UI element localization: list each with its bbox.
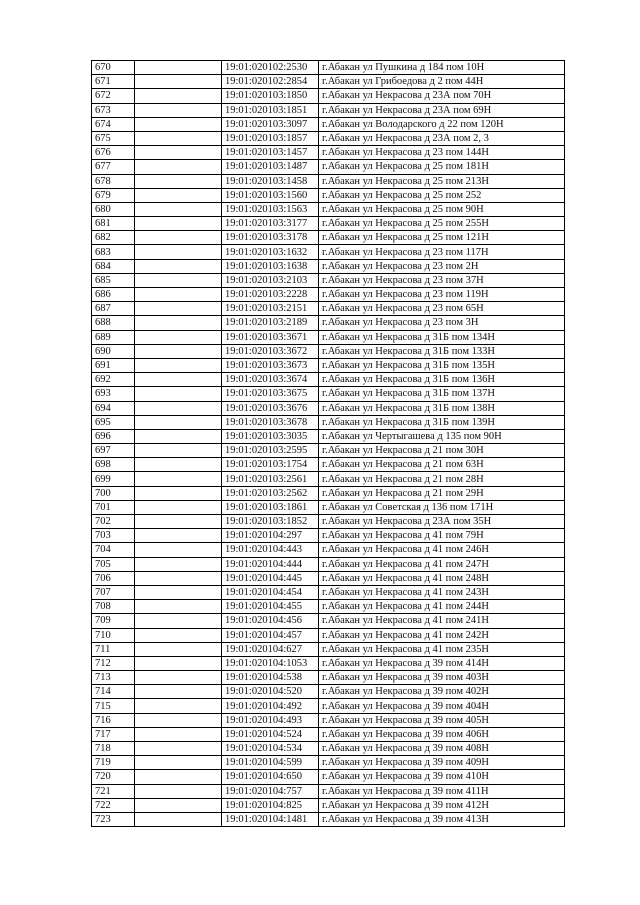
empty-cell xyxy=(135,656,222,670)
cadastral-number: 19:01:020104:456 xyxy=(222,614,319,628)
empty-cell xyxy=(135,231,222,245)
cadastral-number: 19:01:020104:534 xyxy=(222,742,319,756)
row-number: 710 xyxy=(92,628,135,642)
row-number: 709 xyxy=(92,614,135,628)
table-row xyxy=(92,628,565,642)
empty-cell xyxy=(135,117,222,131)
address: г.Абакан ул Некрасова д 25 пом 213Н xyxy=(319,174,565,188)
empty-cell xyxy=(135,245,222,259)
row-number: 688 xyxy=(92,316,135,330)
address: г.Абакан ул Некрасова д 25 пом 255Н xyxy=(319,217,565,231)
table-row xyxy=(92,699,565,713)
table-row xyxy=(92,117,565,131)
row-number: 722 xyxy=(92,798,135,812)
row-number: 715 xyxy=(92,699,135,713)
row-number: 674 xyxy=(92,117,135,131)
row-number: 705 xyxy=(92,557,135,571)
empty-cell xyxy=(135,373,222,387)
empty-cell xyxy=(135,784,222,798)
empty-cell xyxy=(135,770,222,784)
cadastral-number: 19:01:020103:3678 xyxy=(222,415,319,429)
table-row xyxy=(92,600,565,614)
table-row xyxy=(92,330,565,344)
empty-cell xyxy=(135,75,222,89)
address: г.Абакан ул Некрасова д 23 пом 3Н xyxy=(319,316,565,330)
table-row xyxy=(92,160,565,174)
empty-cell xyxy=(135,628,222,642)
row-number: 687 xyxy=(92,302,135,316)
empty-cell xyxy=(135,217,222,231)
empty-cell xyxy=(135,387,222,401)
address: г.Абакан ул Некрасова д 23А пом 70Н xyxy=(319,89,565,103)
empty-cell xyxy=(135,273,222,287)
cadastral-number: 19:01:020103:1458 xyxy=(222,174,319,188)
cadastral-number: 19:01:020103:1487 xyxy=(222,160,319,174)
empty-cell xyxy=(135,188,222,202)
table-row xyxy=(92,742,565,756)
table-row xyxy=(92,302,565,316)
table-row xyxy=(92,458,565,472)
empty-cell xyxy=(135,444,222,458)
row-number: 690 xyxy=(92,344,135,358)
row-number: 675 xyxy=(92,131,135,145)
address: г.Абакан ул Некрасова д 39 пом 411Н xyxy=(319,784,565,798)
empty-cell xyxy=(135,89,222,103)
table-row xyxy=(92,188,565,202)
address: г.Абакан ул Некрасова д 23А пом 35Н xyxy=(319,515,565,529)
row-number: 670 xyxy=(92,61,135,75)
row-number: 685 xyxy=(92,273,135,287)
table-row xyxy=(92,131,565,145)
table-row xyxy=(92,770,565,784)
row-number: 702 xyxy=(92,515,135,529)
table-row xyxy=(92,656,565,670)
address: г.Абакан ул Некрасова д 21 пом 29Н xyxy=(319,486,565,500)
address: г.Абакан ул Некрасова д 23А пом 69Н xyxy=(319,103,565,117)
table-row xyxy=(92,529,565,543)
cadastral-number: 19:01:020103:3178 xyxy=(222,231,319,245)
table-row xyxy=(92,500,565,514)
empty-cell xyxy=(135,742,222,756)
address: г.Абакан ул Некрасова д 41 пом 235Н xyxy=(319,642,565,656)
cadastral-number: 19:01:020103:1632 xyxy=(222,245,319,259)
cadastral-number: 19:01:020104:445 xyxy=(222,571,319,585)
address: г.Абакан ул Некрасова д 21 пом 28Н xyxy=(319,472,565,486)
empty-cell xyxy=(135,614,222,628)
cadastral-number: 19:01:020103:1560 xyxy=(222,188,319,202)
row-number: 695 xyxy=(92,415,135,429)
empty-cell xyxy=(135,713,222,727)
empty-cell xyxy=(135,146,222,160)
cadastral-number: 19:01:020104:492 xyxy=(222,699,319,713)
cadastral-number: 19:01:020103:3671 xyxy=(222,330,319,344)
table-row xyxy=(92,713,565,727)
empty-cell xyxy=(135,174,222,188)
empty-cell xyxy=(135,103,222,117)
empty-cell xyxy=(135,160,222,174)
address: г.Абакан ул Некрасова д 23 пом 65Н xyxy=(319,302,565,316)
cadastral-number: 19:01:020104:444 xyxy=(222,557,319,571)
empty-cell xyxy=(135,798,222,812)
cadastral-number: 19:01:020103:3675 xyxy=(222,387,319,401)
row-number: 672 xyxy=(92,89,135,103)
table-row xyxy=(92,89,565,103)
row-number: 691 xyxy=(92,358,135,372)
cadastral-number: 19:01:020103:2561 xyxy=(222,472,319,486)
table-row xyxy=(92,798,565,812)
address: г.Абакан ул Некрасова д 31Б пом 138Н xyxy=(319,401,565,415)
table-row xyxy=(92,812,565,826)
empty-cell xyxy=(135,642,222,656)
address: г.Абакан ул Некрасова д 31Б пом 133Н xyxy=(319,344,565,358)
cadastral-number: 19:01:020102:2854 xyxy=(222,75,319,89)
row-number: 684 xyxy=(92,259,135,273)
empty-cell xyxy=(135,316,222,330)
row-number: 696 xyxy=(92,429,135,443)
empty-cell xyxy=(135,259,222,273)
address: г.Абакан ул Некрасова д 39 пом 412Н xyxy=(319,798,565,812)
cadastral-number: 19:01:020103:3177 xyxy=(222,217,319,231)
empty-cell xyxy=(135,330,222,344)
table-row xyxy=(92,358,565,372)
row-number: 683 xyxy=(92,245,135,259)
row-number: 686 xyxy=(92,288,135,302)
cadastral-number: 19:01:020103:1857 xyxy=(222,131,319,145)
table-row xyxy=(92,288,565,302)
cadastral-number: 19:01:020103:1850 xyxy=(222,89,319,103)
row-number: 692 xyxy=(92,373,135,387)
empty-cell xyxy=(135,472,222,486)
empty-cell xyxy=(135,344,222,358)
cadastral-number: 19:01:020104:757 xyxy=(222,784,319,798)
table-row xyxy=(92,259,565,273)
address: г.Абакан ул Некрасова д 41 пом 241Н xyxy=(319,614,565,628)
cadastral-number: 19:01:020104:524 xyxy=(222,727,319,741)
empty-cell xyxy=(135,699,222,713)
address: г.Абакан ул Некрасова д 39 пом 410Н xyxy=(319,770,565,784)
address: г.Абакан ул Некрасова д 41 пом 244Н xyxy=(319,600,565,614)
row-number: 701 xyxy=(92,500,135,514)
table-row xyxy=(92,614,565,628)
table-row xyxy=(92,543,565,557)
address: г.Абакан ул Некрасова д 41 пом 243Н xyxy=(319,585,565,599)
table-row xyxy=(92,557,565,571)
address: г.Абакан ул Некрасова д 39 пом 402Н xyxy=(319,685,565,699)
cadastral-number: 19:01:020103:3672 xyxy=(222,344,319,358)
cadastral-number: 19:01:020103:2189 xyxy=(222,316,319,330)
empty-cell xyxy=(135,500,222,514)
row-number: 723 xyxy=(92,812,135,826)
address: г.Абакан ул Некрасова д 39 пом 405Н xyxy=(319,713,565,727)
address: г.Абакан ул Некрасова д 23 пом 117Н xyxy=(319,245,565,259)
empty-cell xyxy=(135,458,222,472)
cadastral-number: 19:01:020103:3674 xyxy=(222,373,319,387)
address: г.Абакан ул Некрасова д 25 пом 181Н xyxy=(319,160,565,174)
table-row xyxy=(92,429,565,443)
address: г.Абакан ул Некрасова д 21 пом 63Н xyxy=(319,458,565,472)
row-number: 681 xyxy=(92,217,135,231)
address: г.Абакан ул Некрасова д 21 пом 30Н xyxy=(319,444,565,458)
empty-cell xyxy=(135,202,222,216)
cadastral-number: 19:01:020104:520 xyxy=(222,685,319,699)
cadastral-number: 19:01:020103:2228 xyxy=(222,288,319,302)
row-number: 718 xyxy=(92,742,135,756)
cadastral-number: 19:01:020103:1457 xyxy=(222,146,319,160)
table-row xyxy=(92,373,565,387)
empty-cell xyxy=(135,358,222,372)
row-number: 721 xyxy=(92,784,135,798)
cadastral-number: 19:01:020103:1754 xyxy=(222,458,319,472)
table-row xyxy=(92,245,565,259)
row-number: 700 xyxy=(92,486,135,500)
address: г.Абакан ул Некрасова д 41 пом 242Н xyxy=(319,628,565,642)
table-row xyxy=(92,515,565,529)
row-number: 713 xyxy=(92,671,135,685)
table-row xyxy=(92,486,565,500)
cadastral-number: 19:01:020104:443 xyxy=(222,543,319,557)
cadastral-number: 19:01:020103:1861 xyxy=(222,500,319,514)
cadastral-number: 19:01:020103:2103 xyxy=(222,273,319,287)
empty-cell xyxy=(135,685,222,699)
empty-cell xyxy=(135,486,222,500)
address: г.Абакан ул Некрасова д 31Б пом 135Н xyxy=(319,358,565,372)
cadastral-number: 19:01:020104:538 xyxy=(222,671,319,685)
empty-cell xyxy=(135,61,222,75)
cadastral-number: 19:01:020104:1053 xyxy=(222,656,319,670)
empty-cell xyxy=(135,727,222,741)
table-row xyxy=(92,756,565,770)
address: г.Абакан ул Некрасова д 41 пом 247Н xyxy=(319,557,565,571)
row-number: 678 xyxy=(92,174,135,188)
address: г.Абакан ул Грибоедова д 2 пом 44Н xyxy=(319,75,565,89)
table-row xyxy=(92,387,565,401)
row-number: 708 xyxy=(92,600,135,614)
cadastral-number: 19:01:020104:1481 xyxy=(222,812,319,826)
table-row xyxy=(92,273,565,287)
empty-cell xyxy=(135,812,222,826)
empty-cell xyxy=(135,571,222,585)
empty-cell xyxy=(135,515,222,529)
row-number: 716 xyxy=(92,713,135,727)
table-row xyxy=(92,671,565,685)
table-row xyxy=(92,174,565,188)
table-row xyxy=(92,202,565,216)
empty-cell xyxy=(135,557,222,571)
table-row xyxy=(92,146,565,160)
row-number: 697 xyxy=(92,444,135,458)
cadastral-number: 19:01:020103:2595 xyxy=(222,444,319,458)
row-number: 720 xyxy=(92,770,135,784)
cadastral-number: 19:01:020102:2530 xyxy=(222,61,319,75)
empty-cell xyxy=(135,288,222,302)
row-number: 671 xyxy=(92,75,135,89)
table-row xyxy=(92,61,565,75)
cadastral-number: 19:01:020103:3673 xyxy=(222,358,319,372)
empty-cell xyxy=(135,302,222,316)
empty-cell xyxy=(135,415,222,429)
cadastral-number: 19:01:020104:457 xyxy=(222,628,319,642)
cadastral-number: 19:01:020104:493 xyxy=(222,713,319,727)
address: г.Абакан ул Некрасова д 25 пом 252 xyxy=(319,188,565,202)
property-table xyxy=(91,60,565,827)
cadastral-number: 19:01:020104:825 xyxy=(222,798,319,812)
address: г.Абакан ул Володарского д 22 пом 120Н xyxy=(319,117,565,131)
address: г.Абакан ул Некрасова д 39 пом 414Н xyxy=(319,656,565,670)
address: г.Абакан ул Некрасова д 23А пом 2, 3 xyxy=(319,131,565,145)
table-row xyxy=(92,642,565,656)
table-row xyxy=(92,727,565,741)
address: г.Абакан ул Некрасова д 31Б пом 137Н xyxy=(319,387,565,401)
table-row xyxy=(92,571,565,585)
address: г.Абакан ул Некрасова д 23 пом 37Н xyxy=(319,273,565,287)
row-number: 682 xyxy=(92,231,135,245)
row-number: 676 xyxy=(92,146,135,160)
cadastral-number: 19:01:020104:455 xyxy=(222,600,319,614)
cadastral-number: 19:01:020104:650 xyxy=(222,770,319,784)
address: г.Абакан ул Пушкина д 184 пом 10Н xyxy=(319,61,565,75)
address: г.Абакан ул Некрасова д 39 пом 413Н xyxy=(319,812,565,826)
table-row xyxy=(92,75,565,89)
empty-cell xyxy=(135,529,222,543)
empty-cell xyxy=(135,401,222,415)
row-number: 693 xyxy=(92,387,135,401)
address: г.Абакан ул Некрасова д 41 пом 246Н xyxy=(319,543,565,557)
empty-cell xyxy=(135,756,222,770)
empty-cell xyxy=(135,543,222,557)
cadastral-number: 19:01:020103:2151 xyxy=(222,302,319,316)
cadastral-number: 19:01:020103:1638 xyxy=(222,259,319,273)
cadastral-number: 19:01:020104:599 xyxy=(222,756,319,770)
address: г.Абакан ул Некрасова д 41 пом 79Н xyxy=(319,529,565,543)
table-row xyxy=(92,585,565,599)
table-row xyxy=(92,415,565,429)
address: г.Абакан ул Некрасова д 39 пом 408Н xyxy=(319,742,565,756)
cadastral-number: 19:01:020104:627 xyxy=(222,642,319,656)
property-table-body xyxy=(92,61,565,827)
address: г.Абакан ул Некрасова д 41 пом 248Н xyxy=(319,571,565,585)
row-number: 679 xyxy=(92,188,135,202)
table-row xyxy=(92,217,565,231)
empty-cell xyxy=(135,600,222,614)
cadastral-number: 19:01:020103:1852 xyxy=(222,515,319,529)
empty-cell xyxy=(135,585,222,599)
address: г.Абакан ул Некрасова д 31Б пом 134Н xyxy=(319,330,565,344)
address: г.Абакан ул Некрасова д 39 пом 403Н xyxy=(319,671,565,685)
table-row xyxy=(92,316,565,330)
cadastral-number: 19:01:020103:3097 xyxy=(222,117,319,131)
row-number: 712 xyxy=(92,656,135,670)
cadastral-number: 19:01:020103:3676 xyxy=(222,401,319,415)
address: г.Абакан ул Советская д 136 пом 171Н xyxy=(319,500,565,514)
row-number: 704 xyxy=(92,543,135,557)
row-number: 680 xyxy=(92,202,135,216)
row-number: 677 xyxy=(92,160,135,174)
row-number: 699 xyxy=(92,472,135,486)
cadastral-number: 19:01:020103:2562 xyxy=(222,486,319,500)
address: г.Абакан ул Некрасова д 23 пом 119Н xyxy=(319,288,565,302)
empty-cell xyxy=(135,131,222,145)
row-number: 711 xyxy=(92,642,135,656)
table-row xyxy=(92,103,565,117)
address: г.Абакан ул Некрасова д 25 пом 90Н xyxy=(319,202,565,216)
empty-cell xyxy=(135,671,222,685)
table-row xyxy=(92,685,565,699)
table-row xyxy=(92,344,565,358)
row-number: 689 xyxy=(92,330,135,344)
row-number: 673 xyxy=(92,103,135,117)
cadastral-number: 19:01:020104:297 xyxy=(222,529,319,543)
table-row xyxy=(92,231,565,245)
cadastral-number: 19:01:020103:1563 xyxy=(222,202,319,216)
address: г.Абакан ул Некрасова д 23 пом 2Н xyxy=(319,259,565,273)
row-number: 707 xyxy=(92,585,135,599)
address: г.Абакан ул Некрасова д 39 пом 409Н xyxy=(319,756,565,770)
table-row xyxy=(92,472,565,486)
table-row xyxy=(92,784,565,798)
row-number: 698 xyxy=(92,458,135,472)
address: г.Абакан ул Некрасова д 31Б пом 136Н xyxy=(319,373,565,387)
row-number: 694 xyxy=(92,401,135,415)
cadastral-number: 19:01:020103:3035 xyxy=(222,429,319,443)
row-number: 719 xyxy=(92,756,135,770)
table-row xyxy=(92,444,565,458)
address: г.Абакан ул Некрасова д 25 пом 121Н xyxy=(319,231,565,245)
row-number: 717 xyxy=(92,727,135,741)
address: г.Абакан ул Некрасова д 23 пом 144Н xyxy=(319,146,565,160)
cadastral-number: 19:01:020103:1851 xyxy=(222,103,319,117)
address: г.Абакан ул Некрасова д 39 пом 406Н xyxy=(319,727,565,741)
empty-cell xyxy=(135,429,222,443)
table-row xyxy=(92,401,565,415)
address: г.Абакан ул Чертыгашева д 135 пом 90Н xyxy=(319,429,565,443)
row-number: 703 xyxy=(92,529,135,543)
address: г.Абакан ул Некрасова д 31Б пом 139Н xyxy=(319,415,565,429)
address: г.Абакан ул Некрасова д 39 пом 404Н xyxy=(319,699,565,713)
cadastral-number: 19:01:020104:454 xyxy=(222,585,319,599)
row-number: 714 xyxy=(92,685,135,699)
row-number: 706 xyxy=(92,571,135,585)
